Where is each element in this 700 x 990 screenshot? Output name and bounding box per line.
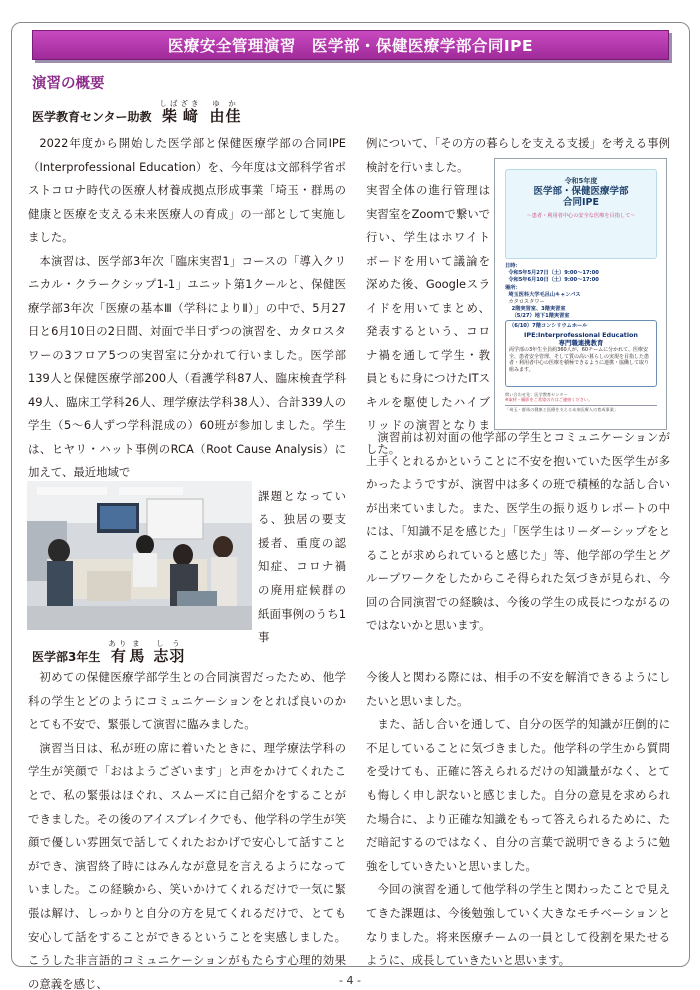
article-1-left-column (28, 132, 346, 485)
flyer-subtitle: ～患者・利用者中心の安全な医療を目指して～ (526, 213, 636, 219)
paragraph: 実習全体の進行管理は実習室をZoomで繋いで行い、学生はホワイトボードを用いて議論を深めた後、Googleスライドを用いてまとめ、発表するという、コロナ禍を通して学生・教員ともに身につけたITスキルを駆使したハイブリッドの演習となりました。 (366, 183, 490, 456)
author-1-name-char: 佳か (225, 99, 242, 125)
paragraph: 課題となっている、独居の要支援者、重度の認知症、コロナ禍の廃用症候群の紙面事例のうち1事 (258, 488, 346, 645)
paragraph: 初めての保健医療学部学生との合同演習だったため、他学科の学生とどのようにコミュニケーションをとれば良いのかとても不安で、緊張して演習に臨みました。 (28, 670, 346, 732)
flyer-info: 日時： 令和5年5月27日（土）9:00～17:00 令和5年6月10日（土）9:00～17:00 場所： 埼玉医科大学毛呂山キャンパス カタロスタワー 2階実習室、3階実習室 （5/27）地下1階実習室 (505, 263, 599, 320)
article-1-right-side (366, 179, 490, 461)
flyer-title: 合同IPE (563, 197, 599, 208)
author-2-role: 医学部3年生 (32, 650, 101, 664)
article-2-right-column (366, 666, 670, 973)
author-1-name-char: 由ゆ (209, 99, 226, 125)
paragraph: 今後人と関わる際には、相手の不安を解消できるようにしたいと思いました。 (366, 670, 670, 708)
author-2-name-char: 羽う (169, 639, 186, 665)
author-2-name-char: 馬ま (129, 639, 146, 665)
paragraph: 演習当日は、私が班の席に着いたときに、理学療法学科の学生が笑顔で「おはようございます」と声をかけてくれたことで、私の緊張はほぐれ、スムーズに自己紹介をすることができました。その後のアイスブレイクでも、他学科の学生が笑顔で優しい雰囲気で話してくれたおかげで安心して話すことができ、演習終了時にはみんなが意見を言えるようになっていました。この経験から、笑いかけてくれるだけで一気に緊張は解け、しっかりと自分の方を見てくれるだけで、とても安心して話をすることができるということを実感しました。こうした非言語的コミュニケーションがもたらす心理的効果の意義を感じ、 (28, 740, 346, 990)
flyer-ipe-box: （6/10）7階コンシリウムホール IPE:Interprofessional Education 専門職連携教育 両学部の3年生全員約360人が、60チームに分かれて、医療安全、患者安全管理、そして質の高い暮らしの実現を目指した患者・利用者中心の医療を積極できるように連携・協働して取り組みます。 (505, 320, 657, 387)
author-2-name-char: 志し (153, 639, 170, 665)
page-number: - 4 - (339, 974, 361, 987)
workshop-photo (27, 481, 252, 630)
author-2 (32, 639, 185, 666)
section-heading: 演習の概要 (32, 76, 105, 92)
author-1-name-char: 柴しば (159, 99, 181, 125)
author-2-name-char: 有あり (108, 639, 130, 665)
page-title: 医療安全管理演習 医学部・保健医療学部合同IPE (167, 37, 534, 55)
author-1 (32, 99, 242, 126)
article-2-left-column (28, 666, 346, 990)
author-1-name-char: 﨑ざき (180, 99, 202, 125)
paragraph: 例について、「その方の暮らしを支える支援」を考える事例検討を行いました。 (366, 136, 670, 174)
flyer-header (505, 169, 657, 259)
author-1-role: 医学教育センター助教 (32, 110, 152, 124)
article-1-left-wrap (258, 461, 346, 650)
flyer-footer: 問い合わせ先：医学教育センター ※取材・撮影をご希望の方はご連絡ください。 「埼玉・群馬の健康と医療を支える未来医療人の育成事業」 (505, 392, 657, 412)
paragraph: 今回の演習を通して他学科の学生と関わったことで見えてきた課題は、今後勉強していく大きなモチベーションとなりました。将来医療チームの一員として役割を果たせるように、成長していきたいと思います。 (366, 882, 670, 968)
article-1-right-bottom (366, 426, 670, 638)
flyer-year: 令和5年度 (564, 177, 598, 185)
flyer-title: 医学部・保健医療学部 (533, 186, 629, 197)
title-banner (32, 30, 669, 60)
paragraph: 2022年度から開始した医学部と保健医療学部の合同IPE（Interprofessional Education）を、今年度は文部科学省ポストコロナ時代の医療人材養成拠点形成事業「埼玉・群馬の健康と医療を支える未来医療人の育成」の一部として実施しました。 (28, 136, 346, 244)
paragraph: また、話し合いを通して、自分の医学的知識が圧倒的に不足していることに気づきました。他学科の学生から質問を受けても、正確に答えられるだけの知識量がなく、とても悔しく申し訳ないと感じました。自分の意見を求められた場合に、より正確な知識をもって答えられるために、ただ暗記するのではなく、自分の言葉で説明できるように勉強をしていきたいと思いました。 (366, 717, 670, 873)
event-flyer (494, 158, 667, 430)
paragraph: 本演習は、医学部3年次「臨床実習1」コースの「導入クリニカル・クラークシップ1-1」ユニット第1クールと、保健医療学部3年次「医療の基本Ⅲ（学科によりⅡ）」の中で、5月27日と6月10日の2日間、対面で半日ずつの演習を、カタロスタワーの3フロア5つの実習室に分かれて行いました。医学部139人と保健医療学部200人（看護学科87人、臨床検査学科49人、臨床工学科26人、理学療法学科38人）、合計339人の学生（5～6人ずつ学科混成の）60班が参加しました。学生は、ヒヤリ・ハット事例のRCA（Root Cause Analysis）に加えて、最近地域で (28, 253, 346, 479)
paragraph: 演習前は初対面の他学部の学生とコミュニケーションが上手くとれるかということに不安を抱いていた医学生が多かったようですが、演習中は多くの班で積極的な話し合いが出来ていました。また、医学生の振り返りレポートの中には、「知識不足を感じた」「医学生はリーダーシップをとることが求められていると感じた」等、他学部の学生とグループワークをしたからこそ得られた気づきが見られ、今回の合同演習での経験は、今後の学生の成長につながるのではないかと思います。 (366, 430, 670, 632)
